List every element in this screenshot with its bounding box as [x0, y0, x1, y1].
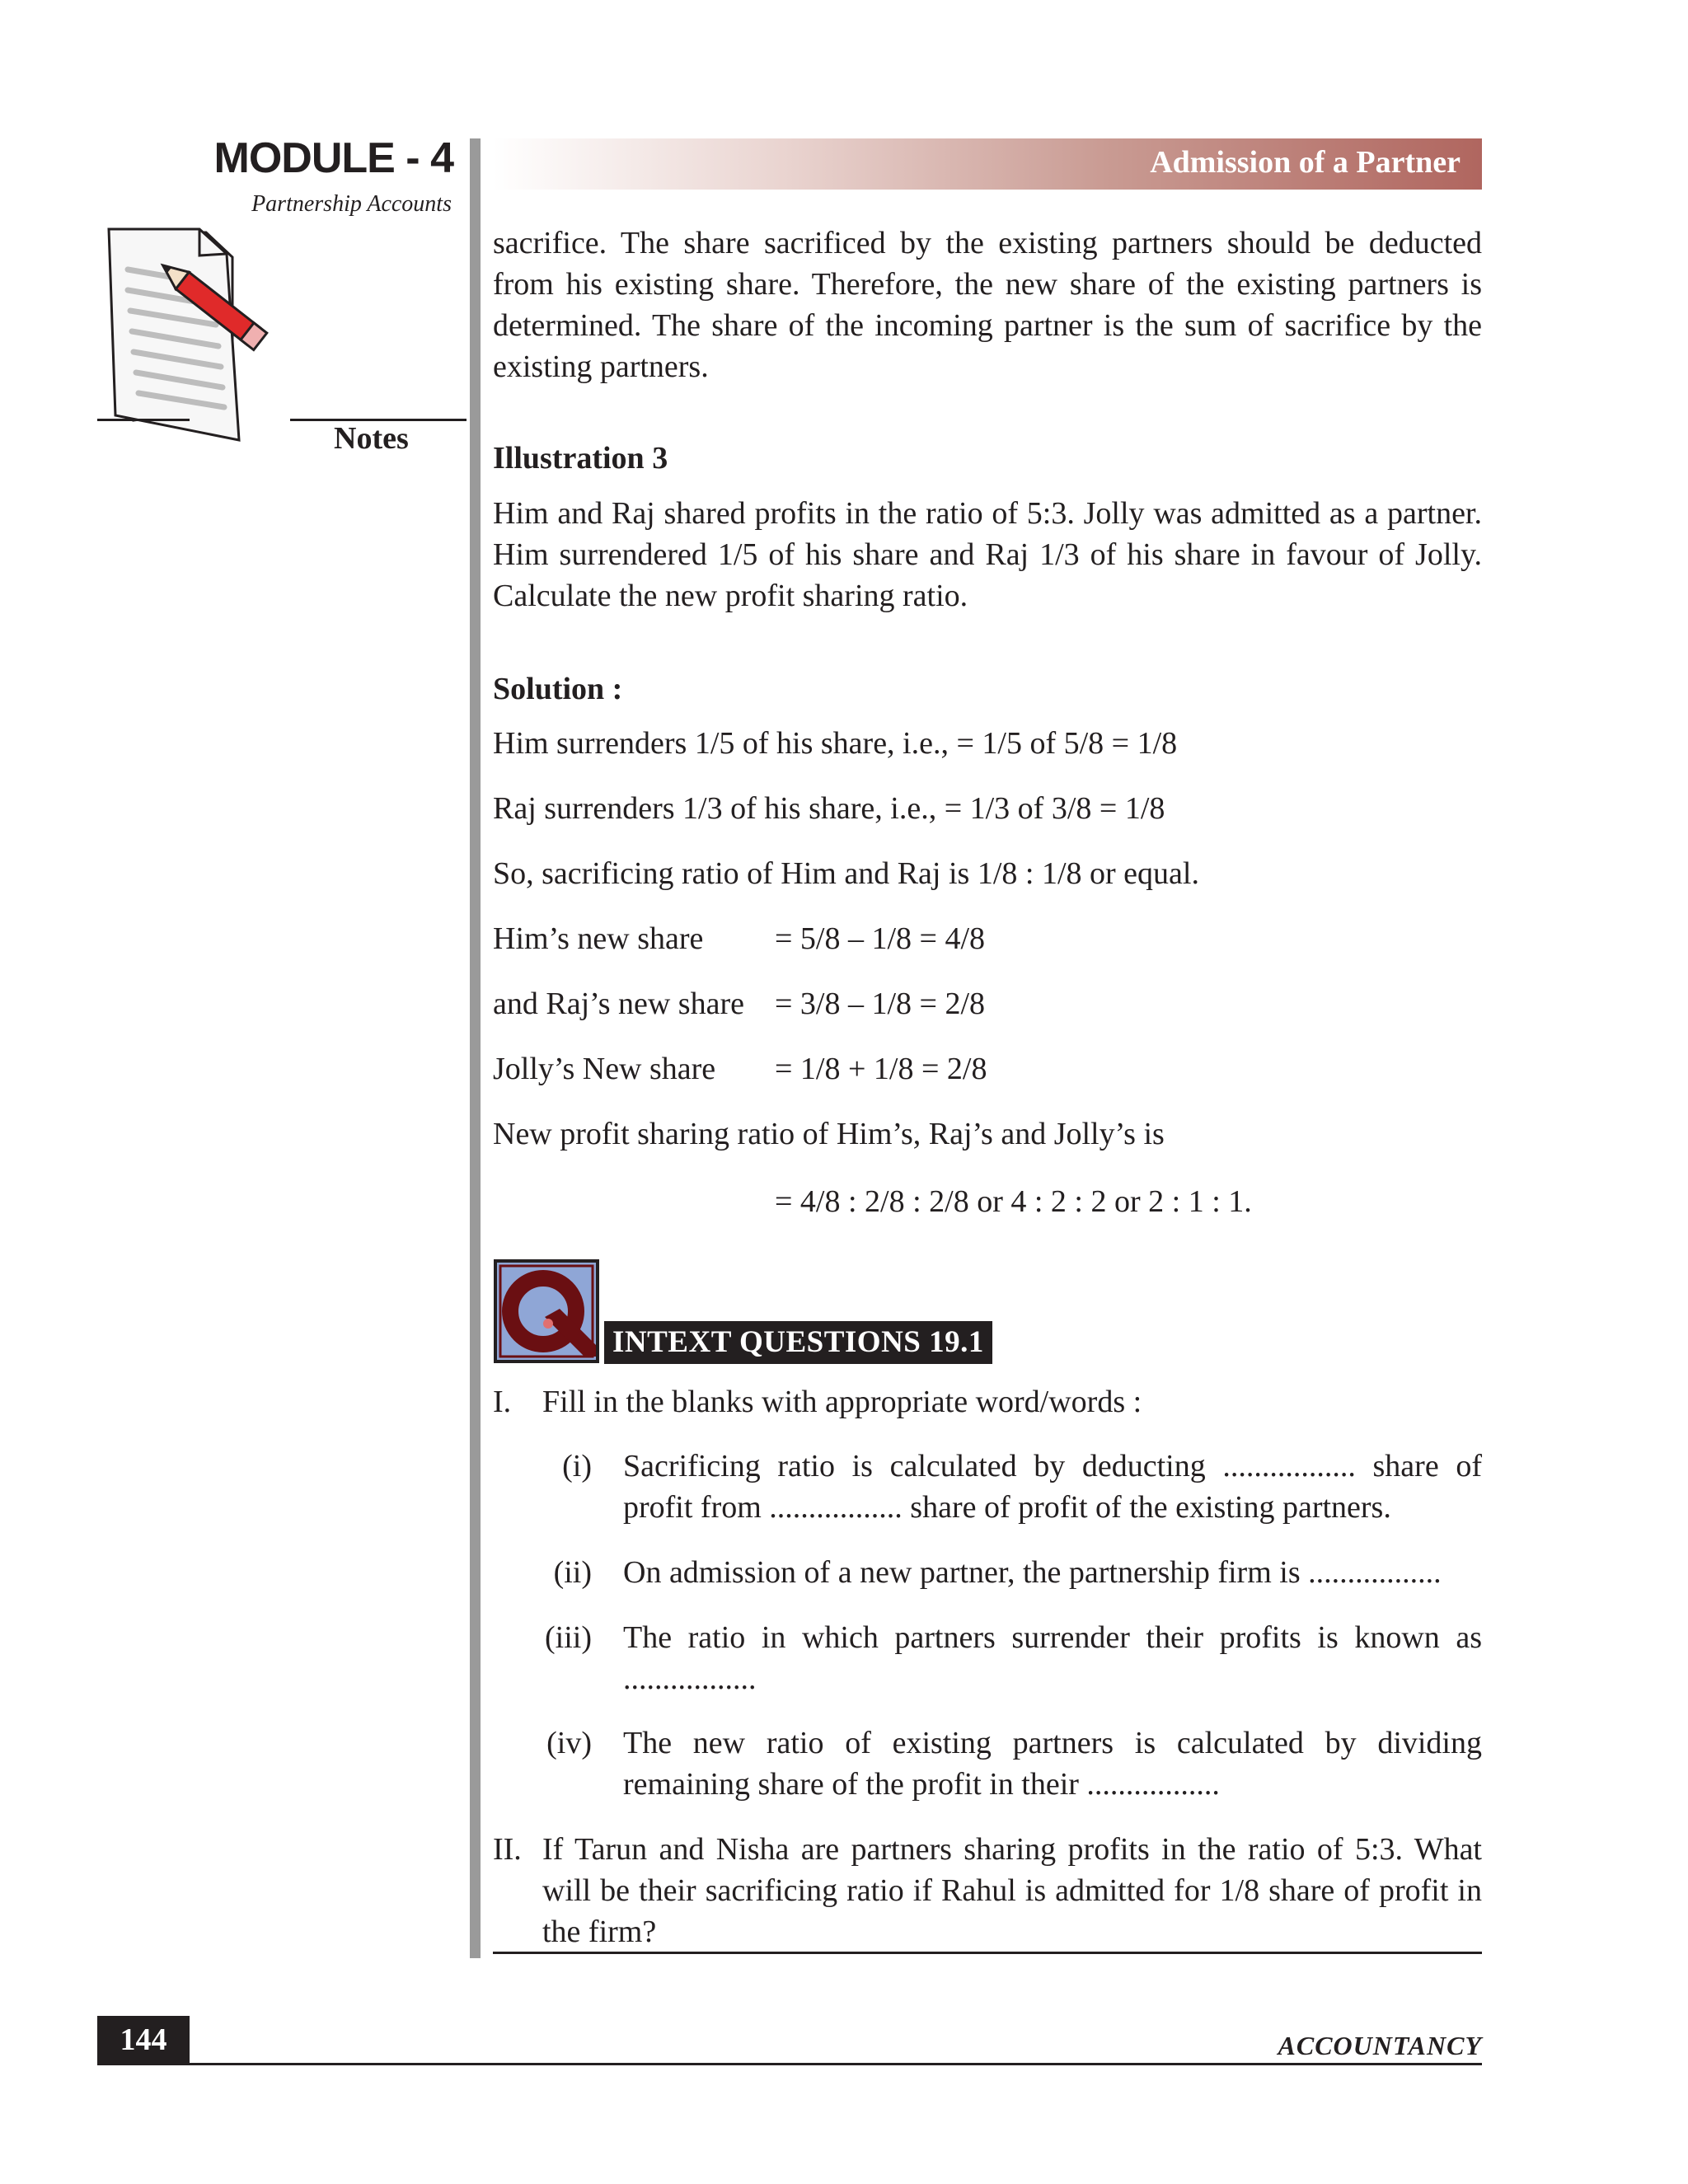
chapter-title: Admission of a Partner [1150, 145, 1461, 180]
share-value: = 3/8 – 1/8 = 2/8 [775, 987, 986, 1021]
illustration-heading: Illustration 3 [493, 441, 668, 476]
intro-paragraph: sacrifice. The share sacrificed by the existing partners should be deducted from his existing share. Therefore, the new share of the existing partners is determined. The share of the incoming partner is the sum of sacrifice by the existing partners. [493, 226, 1482, 384]
solution-line: So, sacrificing ratio of Him and Raj is 1/8 : 1/8 or equal. [493, 856, 1199, 891]
footer-subject: ACCOUNTANCY [1278, 2031, 1482, 2060]
share-label: Jolly’s New share [493, 1052, 716, 1086]
ratio-line: New profit sharing ratio of Him’s, Raj’s and Jolly’s is [493, 1117, 1165, 1151]
page-number: 144 [97, 2016, 190, 2064]
content-bottom-rule [493, 1952, 1482, 1954]
sub-question-number: (ii) [553, 1555, 592, 1590]
sub-question-text: The new ratio of existing partners is calculated by dividing remaining share of the profit in their ................. [623, 1726, 1482, 1802]
question-number: I. [493, 1385, 512, 1419]
ratio-result: = 4/8 : 2/8 : 2/8 or 4 : 2 : 2 or 2 : 1 : 1. [775, 1184, 1252, 1219]
module-title: MODULE - 4 [213, 134, 453, 182]
share-value: = 5/8 – 1/8 = 4/8 [775, 921, 986, 956]
question-q-icon [494, 1259, 599, 1363]
question-text: Fill in the blanks with appropriate word/words : [542, 1385, 1142, 1419]
intext-questions-banner: INTEXT QUESTIONS 19.1 [604, 1321, 992, 1364]
question-number: II. [493, 1832, 522, 1867]
solution-line: Him surrenders 1/5 of his share, i.e., = 1/5 of 5/8 = 1/8 [493, 726, 1178, 761]
sub-question-text: Sacrificing ratio is calculated by deducting ................. share of profit from ................. share of profit of the existing partners. [623, 1449, 1482, 1525]
footer-rule [97, 2063, 1482, 2065]
share-label: and Raj’s new share [493, 987, 744, 1021]
illustration-text: Him and Raj shared profits in the ratio of 5:3. Jolly was admitted as a partner. Him surrendered 1/5 of his share and Raj 1/3 of his share in favour of Jolly. Calculate the new profit sharing ratio. [493, 496, 1482, 613]
chapter-header [493, 138, 1482, 190]
sub-question-text: On admission of a new partner, the partnership firm is ................. [623, 1555, 1442, 1590]
sub-question-text: The ratio in which partners surrender their profits is known as ................. [623, 1620, 1482, 1696]
solution-heading: Solution : [493, 672, 623, 706]
question-text: If Tarun and Nisha are partners sharing profits in the ratio of 5:3. What will be their sacrificing ratio if Rahul is admitted for 1/8 share of profit in the firm? [542, 1832, 1482, 1949]
module-subtitle: Partnership Accounts [251, 191, 452, 217]
share-label: Him’s new share [493, 921, 704, 956]
notes-label: Notes [334, 421, 409, 456]
sub-question-number: (iv) [546, 1726, 592, 1760]
sub-question-number: (iii) [545, 1620, 592, 1655]
solution-line: Raj surrenders 1/3 of his share, i.e., = 1/3 of 3/8 = 1/8 [493, 791, 1165, 826]
notes-rule-left [97, 419, 190, 421]
margin-bar [470, 138, 481, 1958]
sub-question-number: (i) [562, 1449, 592, 1483]
share-value: = 1/8 + 1/8 = 2/8 [775, 1052, 987, 1086]
